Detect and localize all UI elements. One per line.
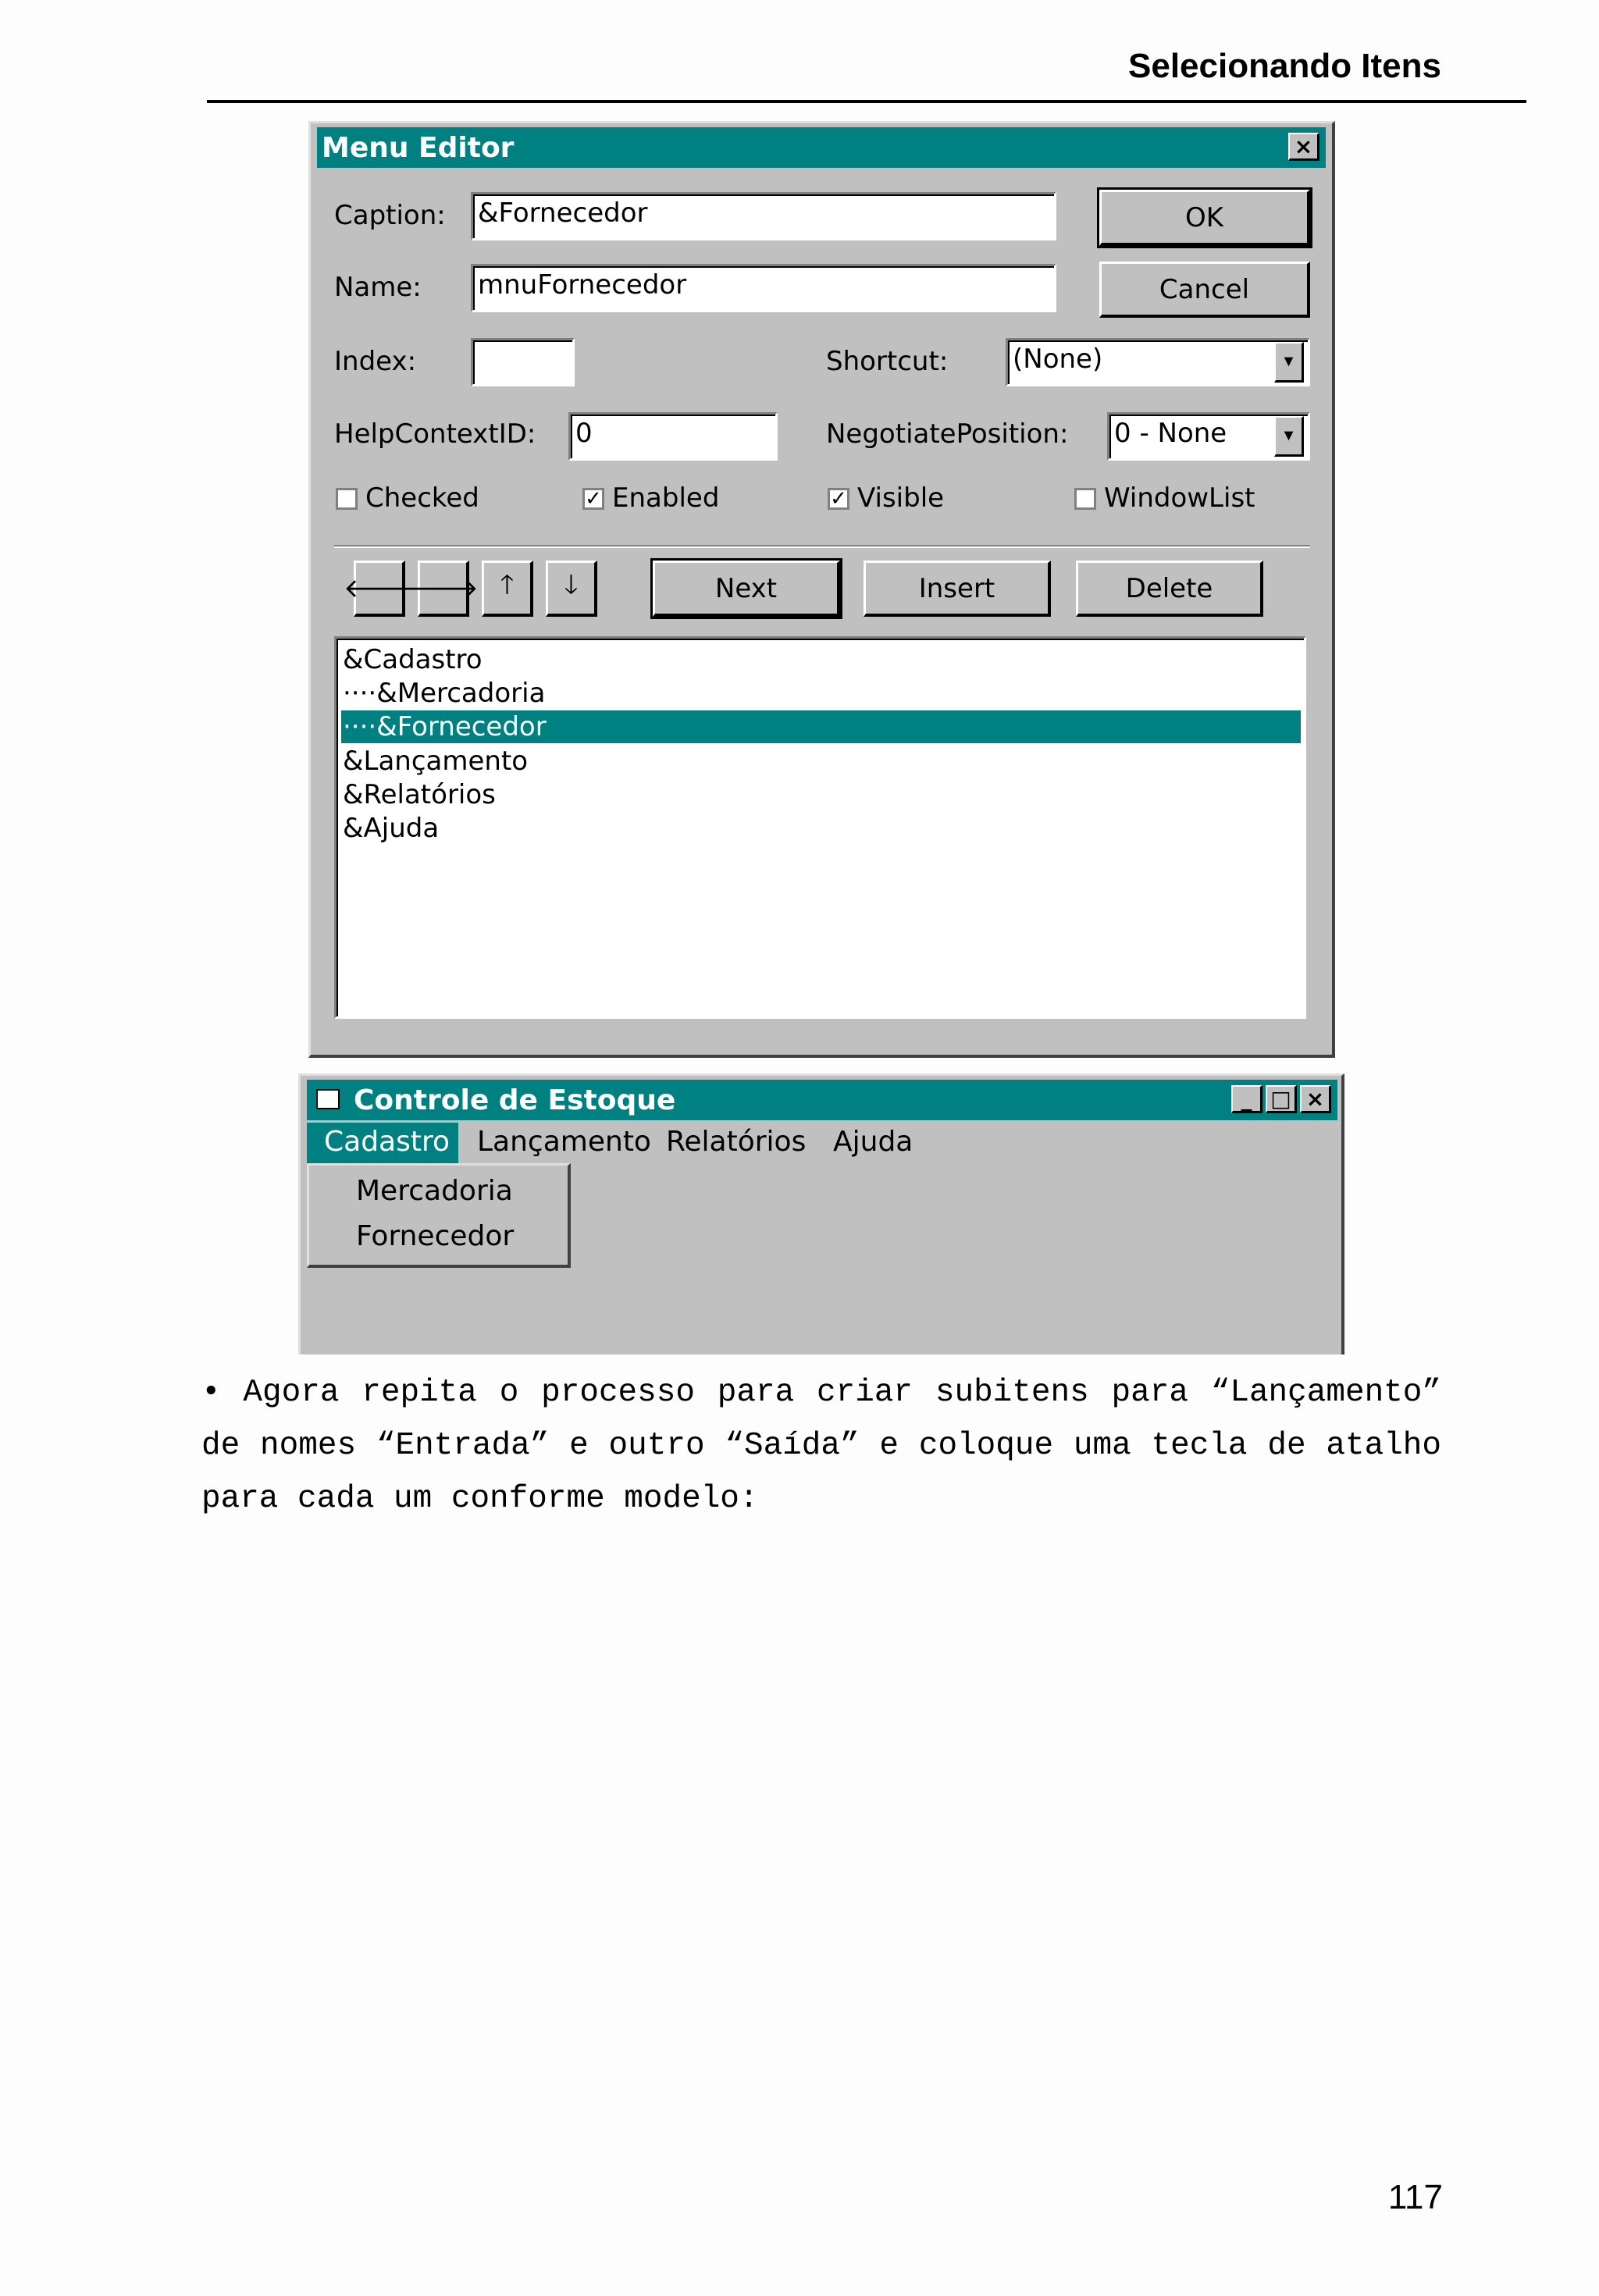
submenu-fornecedor[interactable]: Fornecedor	[356, 1220, 515, 1252]
helpcontext-field[interactable]: 0	[568, 412, 778, 461]
close-icon: ×	[1294, 133, 1313, 159]
next-button[interactable]	[653, 561, 840, 617]
minimize-icon: _	[1241, 1085, 1252, 1112]
caption-field[interactable]: &Fornecedor	[471, 192, 1056, 240]
ok-button[interactable]	[1099, 190, 1310, 246]
close-button[interactable]	[1288, 133, 1319, 161]
name-label: Name:	[334, 272, 422, 303]
app-titlebar	[307, 1080, 1337, 1120]
checkmark-icon: ✓	[830, 487, 847, 511]
shortcut-value: (None)	[1013, 344, 1103, 375]
separator	[334, 545, 1310, 548]
shortcut-combo[interactable]	[1006, 338, 1310, 386]
checked-checkbox[interactable]	[336, 488, 358, 510]
delete-button-label: Delete	[1125, 572, 1213, 604]
menu-editor-title: Menu Editor	[322, 132, 515, 164]
arrow-left-icon: 🡐	[343, 573, 415, 604]
next-button-label: Next	[714, 572, 778, 604]
windowlist-checkbox[interactable]	[1074, 488, 1096, 510]
list-item-selected[interactable]: ····&Fornecedor	[341, 710, 1301, 743]
maximize-icon: □	[1270, 1085, 1291, 1112]
list-item[interactable]: ····&Mercadoria	[343, 678, 546, 709]
move-left-button[interactable]	[343, 561, 415, 617]
delete-button[interactable]	[1076, 561, 1263, 617]
menu-relatorios[interactable]: Relatórios	[666, 1126, 807, 1158]
submenu-mercadoria[interactable]: Mercadoria	[356, 1175, 513, 1207]
chevron-down-icon: ▼	[1280, 353, 1297, 370]
menu-editor-titlebar	[317, 127, 1326, 168]
chevron-down-icon: ▼	[1280, 427, 1297, 444]
cadastro-dropdown	[307, 1163, 571, 1268]
index-label: Index:	[334, 346, 417, 377]
arrow-down-icon: 🡓	[564, 569, 579, 600]
enabled-label: Enabled	[612, 482, 720, 514]
shortcut-dropdown-button[interactable]	[1274, 342, 1304, 383]
negotiate-value: 0 - None	[1114, 418, 1227, 449]
visible-checkbox[interactable]	[828, 488, 849, 510]
cancel-button[interactable]	[1099, 262, 1310, 318]
move-down-button[interactable]	[546, 561, 597, 617]
list-item[interactable]: &Relatórios	[343, 779, 496, 810]
caption-label: Caption:	[334, 200, 446, 231]
menu-items-list[interactable]	[334, 636, 1306, 1019]
move-right-button[interactable]	[407, 561, 479, 617]
app-window	[298, 1073, 1344, 1354]
shortcut-label: Shortcut:	[826, 346, 949, 377]
menu-cadastro[interactable]: Cadastro	[307, 1123, 458, 1163]
app-title: Controle de Estoque	[354, 1084, 676, 1116]
list-item[interactable]: &Ajuda	[343, 813, 440, 844]
app-icon	[316, 1089, 340, 1109]
section-title: Selecionando Itens	[1128, 47, 1441, 85]
list-item[interactable]: &Lançamento	[343, 746, 529, 777]
menu-bar	[307, 1123, 1337, 1163]
list-item[interactable]: &Cadastro	[343, 644, 483, 675]
negotiate-label: NegotiatePosition:	[826, 418, 1069, 450]
ok-button-label: OK	[1184, 201, 1224, 233]
close-icon: ×	[1305, 1085, 1325, 1112]
menu-ajuda[interactable]: Ajuda	[833, 1126, 913, 1158]
checked-label: Checked	[365, 482, 479, 514]
minimize-button[interactable]	[1231, 1085, 1262, 1113]
move-up-button[interactable]	[482, 561, 533, 617]
insert-button-label: Insert	[918, 572, 995, 604]
page-number: 117	[1387, 2178, 1443, 2216]
enabled-checkbox[interactable]	[582, 488, 604, 510]
negotiate-dropdown-button[interactable]	[1274, 416, 1304, 457]
windowlist-label: WindowList	[1104, 482, 1255, 514]
menu-editor-dialog	[308, 121, 1335, 1058]
helpcontext-label: HelpContextID:	[334, 418, 536, 450]
index-field[interactable]	[471, 338, 575, 386]
instruction-paragraph: • Agora repita o processo para criar subitens para “Lançamento” de nomes “Entrada” e outro “Saída” e coloque uma tecla de atalho para cada um conforme modelo:	[201, 1375, 1441, 1517]
arrow-right-icon: 🡒	[407, 573, 479, 604]
maximize-button[interactable]	[1266, 1085, 1297, 1113]
name-field[interactable]: mnuFornecedor	[471, 264, 1056, 312]
header-rule	[207, 100, 1526, 103]
visible-label: Visible	[857, 482, 945, 514]
checkmark-icon: ✓	[585, 487, 602, 511]
close-button[interactable]	[1300, 1085, 1331, 1113]
arrow-up-icon: 🡑	[500, 569, 515, 600]
insert-button[interactable]	[864, 561, 1051, 617]
menu-lancamento[interactable]: Lançamento	[477, 1126, 651, 1158]
cancel-button-label: Cancel	[1159, 273, 1250, 305]
